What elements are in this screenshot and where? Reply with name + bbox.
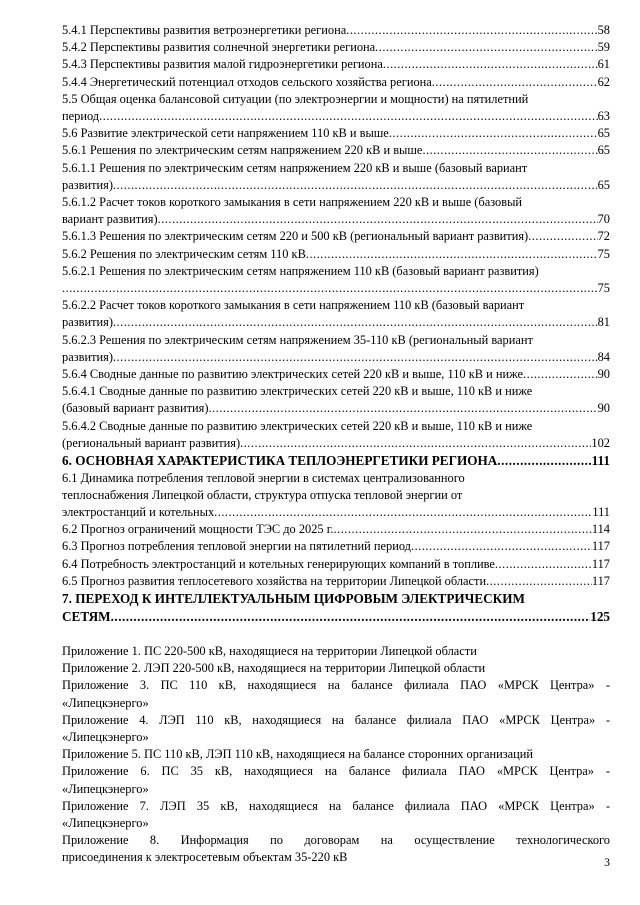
toc-entry[interactable]: 5.4.2 Перспективы развития солнечной энергетики региона ..... 59: [62, 39, 610, 56]
appendix-item-continuation: «Липецкэнерго»: [62, 816, 149, 831]
appendix-item[interactable]: Приложение 1. ПС 220-500 кВ, находящиеся на территории Липецкой области: [62, 644, 477, 658]
toc-page-number: 58: [597, 23, 610, 37]
toc-page-number: 59: [597, 40, 610, 55]
toc-entry[interactable]: 6.1 Динамика потребления тепловой энергии в системах централизованного теплоснабжения Липецкой области, структура отпуска тепловой энергии от электростанций и котельных ..... 111: [62, 470, 610, 522]
toc-page-number: 125: [590, 608, 610, 624]
toc-page-number: 65: [597, 143, 610, 158]
toc-page-number: 81: [597, 315, 610, 330]
toc-page-number: 84: [597, 349, 610, 364]
appendix-item[interactable]: Приложение 3. ПС 110 кВ, находящиеся на балансе филиала ПАО «МРСК Центра» -: [62, 678, 610, 693]
appendix-item-continuation: «Липецкэнерго»: [62, 695, 149, 710]
toc-page-number: 72: [597, 229, 610, 244]
toc-page-number: 65: [597, 126, 610, 141]
toc-page-number: 117: [591, 539, 610, 554]
appendix-item-continuation: «Липецкэнерго»: [62, 730, 149, 745]
toc-page-number: 75: [597, 281, 610, 296]
toc-entry[interactable]: 5.4.4 Энергетический потенциал отходов сельского хозяйства региона ..... 62: [62, 74, 610, 91]
toc-entry[interactable]: 5.6.1.1 Решения по электрическим сетям напряжением 220 кВ и выше (базовый вариант развития) ..... 65: [62, 160, 610, 194]
toc-page-number: 114: [591, 522, 610, 537]
toc-entry[interactable]: 5.6.4 Сводные данные по развитию электрических сетей 220 кВ и выше, 110 кВ и ниже ..... 90: [62, 366, 610, 383]
toc-page-number: 117: [591, 573, 610, 588]
toc-entry[interactable]: 6.3 Прогноз потребления тепловой энергии на пятилетний период ..... 117: [62, 538, 610, 555]
toc-entry[interactable]: 5.6.2 Решения по электрическим сетям 110 кВ ..... 75: [62, 246, 610, 263]
appendix-item[interactable]: Приложение 5. ПС 110 кВ, ЛЭП 110 кВ, находящиеся на балансе сторонних организаций: [62, 747, 534, 762]
toc-page-number: 63: [597, 109, 610, 124]
toc-page-number: 90: [597, 367, 610, 382]
document-page: [62, 22, 610, 867]
toc-heading-section-7[interactable]: 7. ПЕРЕХОД К ИНТЕЛЛЕКТУАЛЬНЫМ ЦИФРОВЫМ ЭЛЕКТРИЧЕСКИМ СЕТЯМ ..... 125: [62, 590, 610, 625]
toc-entry[interactable]: 5.6.1 Решения по электрическим сетям напряжением 220 кВ и выше ..... 65: [62, 142, 610, 159]
toc-page-number: 75: [597, 246, 610, 261]
toc-entry[interactable]: 5.6.1.3 Решения по электрическим сетям 220 и 500 кВ (региональный вариант развития) ..... 72: [62, 228, 610, 245]
toc-entry[interactable]: 5.6.2.2 Расчет токов короткого замыкания в сети напряжением 110 кВ (базовый вариант развития) ..... 81: [62, 297, 610, 331]
toc-page-number: 61: [597, 57, 610, 72]
toc-page-number: 117: [591, 556, 610, 571]
toc-page-number: 111: [592, 504, 610, 519]
toc-page-number: 70: [597, 212, 610, 227]
appendix-item[interactable]: Приложение 4. ЛЭП 110 кВ, находящиеся на балансе филиала ПАО «МРСК Центра» -: [62, 712, 610, 727]
toc-heading-section-6[interactable]: 6. ОСНОВНАЯ ХАРАКТЕРИСТИКА ТЕПЛОЭНЕРГЕТИКИ РЕГИОНА ..... 111: [62, 452, 610, 470]
toc-entry[interactable]: 5.6.4.1 Сводные данные по развитию электрических сетей 220 кВ и выше, 110 кВ и ниже (базовый вариант развития) ..... 90: [62, 383, 610, 417]
appendix-item-continuation: «Липецкэнерго»: [62, 781, 149, 796]
toc-entry[interactable]: 5.6.1.2 Расчет токов короткого замыкания в сети напряжением 220 кВ и выше (базовый вариант развития) ..... 70: [62, 194, 610, 228]
toc-page-number: 102: [591, 435, 610, 450]
toc-entry[interactable]: 5.4.3 Перспективы развития малой гидроэнергетики региона ..... 61: [62, 56, 610, 73]
toc-entry[interactable]: 5.6.2.1 Решения по электрическим сетям напряжением 110 кВ (базовый вариант развития) ..... 75: [62, 263, 610, 297]
toc-entry[interactable]: 5.5 Общая оценка балансовой ситуации (по электроэнергии и мощности) на пятилетний период ..... 63: [62, 91, 610, 125]
toc-page-number: 111: [591, 453, 610, 469]
appendix-item-continuation: присоединения к электросетевым объектам 35-220 кВ: [62, 850, 348, 865]
toc-entry[interactable]: 5.6.4.2 Сводные данные по развитию электрических сетей 220 кВ и выше, 110 кВ и ниже (региональный вариант развития) ..... 102: [62, 418, 610, 452]
appendix-list: [62, 643, 610, 867]
toc-entry[interactable]: 6.5 Прогноз развития теплосетевого хозяйства на территории Липецкой области ..... 117: [62, 573, 610, 590]
toc-entry[interactable]: 5.6 Развитие электрической сети напряжением 110 кВ и выше ..... 65: [62, 125, 610, 142]
appendix-item[interactable]: Приложение 6. ПС 35 кВ, находящиеся на балансе филиала ПАО «МРСК Центра» -: [62, 764, 610, 779]
appendix-item[interactable]: Приложение 7. ЛЭП 35 кВ, находящиеся на балансе филиала ПАО «МРСК Центра» -: [62, 798, 610, 813]
toc-entry[interactable]: 5.4.1 Перспективы развития ветроэнергетики региона ..... 58: [62, 22, 610, 39]
toc-page-number: 90: [597, 401, 610, 416]
toc-entry[interactable]: 6.2 Прогноз ограничений мощности ТЭС до 2025 г. ..... 114: [62, 521, 610, 538]
appendix-item[interactable]: Приложение 8. Информация по договорам на осуществление технологического: [62, 833, 610, 848]
toc-entry[interactable]: 6.4 Потребность электростанций и котельных генерирующих компаний в топливе ..... 117: [62, 556, 610, 573]
toc-entry[interactable]: 5.6.2.3 Решения по электрическим сетям напряжением 35-110 кВ (региональный вариант развития) ..... 84: [62, 332, 610, 366]
appendix-item[interactable]: Приложение 2. ЛЭП 220-500 кВ, находящиеся на территории Липецкой области: [62, 661, 486, 676]
toc-page-number: 62: [597, 74, 610, 89]
page-number: 3: [604, 857, 610, 869]
toc-page-number: 65: [597, 177, 610, 192]
